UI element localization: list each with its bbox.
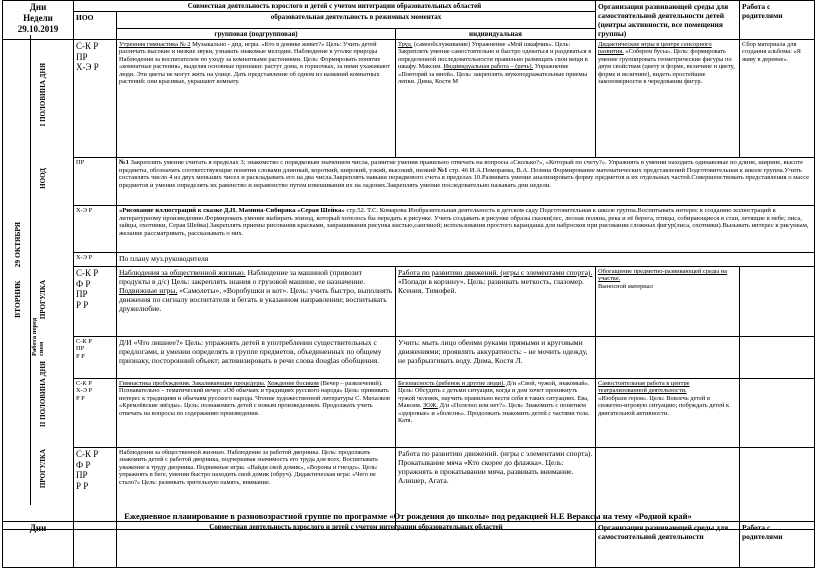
- r7-group-title: Гимнастика пробуждения. Закаливающие процедуры.: [119, 380, 266, 387]
- footer-ioo: [74, 522, 117, 568]
- ioo-item: С-К Р: [76, 380, 92, 387]
- footer-org-env: Организация развивающей среды для самостоятельной деятельности: [596, 522, 740, 568]
- org-env-header: Организация развивающей среды для самостоятельной деятельности детей (центры активности, все помещения группы): [596, 1, 740, 40]
- r1-env-cell: [596, 40, 740, 158]
- ioo-r6: [74, 337, 117, 379]
- first-half-label: I ПОЛОВИНА ДНЯ: [39, 63, 47, 127]
- week-label: Недели: [23, 13, 53, 23]
- r2-num2: №1: [437, 166, 448, 174]
- footer-table: [2, 521, 815, 568]
- edu-regime-header: образовательная деятельность в режимных моментах: [117, 12, 596, 29]
- r8-individual-cell: Работа по развитию движений. (игры с элементами спорта). Прокатывание мяча «Кто скорее до флажка». Цель: упражнять в прокатывании мяча, развивать внимание. Алишер, Агата.: [396, 448, 596, 530]
- r5-env-cell: [596, 267, 740, 337]
- r7-ind-title: Безопасность (ребенок и другие люди).: [398, 380, 505, 387]
- second-half-label: II ПОЛОВИНА ДНЯ: [39, 360, 47, 428]
- first-half-wrap: [34, 45, 52, 145]
- ioo-item: Р Р: [76, 352, 85, 360]
- r3-full-cell: [117, 206, 815, 253]
- ioo-r3: Х-Э Р: [74, 206, 117, 253]
- r7-group-cell: [117, 379, 396, 448]
- r7-individual-cell: [396, 379, 596, 448]
- ioo-r5: [74, 267, 117, 337]
- r1-ind-title2: Индивидуальная работа – (речь).: [443, 63, 534, 71]
- weekday-label-wrap: [8, 35, 26, 505]
- ioo-item: ПР: [76, 470, 88, 480]
- ioo-item: С-К Р: [76, 268, 99, 278]
- r7-ind-text: Д/и «Свой, чужой, знакомый». Цель: Обсудить с детьми ситуации, когда и дом хочет проникнуть чужой человек, научить правильно вести себя в таких ситуациях. Ева, Максим.: [398, 380, 590, 410]
- r1-group-text: Музыкально - дид. игры. «Кто в домике живет?» Цель: Учить детей различать высокие и низкие звуки, узнавать знакомые мелодии. Наблюдение в уголке природы Наблюдения за воспитателем по уходу за комнатными растениями. Цель: Формировать понятие «комнатные растения», выделяя основные признаки: растут дома, в горшочках, за ними ухаживают люди. Эти цветы не могут жить на улице. Дать представление об одном из названий комнатных растений: они красивые, украшают комнату.: [119, 41, 391, 86]
- group-header: групповая (подгрупповая): [117, 29, 396, 40]
- date-label: 29.10.2019: [17, 24, 59, 34]
- ioo-item: С-К Р: [76, 41, 99, 51]
- ioo-item: С-К Р: [76, 449, 99, 459]
- r1-ind-text: (самообслуживание) Упражнение «Мой шкафчик». Цель: Закреплять умение самостоятельно и быстро одеваться и раздеваться в определенной последовательности правильно размещать свои вещи в шкафу. Максим.: [398, 41, 592, 71]
- r4-full-cell: По плану муз.руководителя: [117, 253, 815, 267]
- ioo-item: Х-Э Р: [76, 62, 99, 72]
- r5-group-cell: [117, 267, 396, 337]
- footer-days: Дни: [3, 522, 74, 568]
- nood-label: НООД: [39, 167, 47, 189]
- r2-num: №1: [119, 159, 129, 166]
- r5-ind-title: Работа по развитию движений. (игры с элементами спорта).: [398, 268, 593, 277]
- r1-parents-text: Сбор материала для создания альбома: «Я живу в деревне».: [742, 41, 801, 63]
- ioo-item: С-К Р: [76, 338, 92, 345]
- second-half-wrap: [34, 360, 52, 428]
- walk-label: ПРОГУЛКА: [39, 280, 47, 320]
- r7-group-text: (Вечер – развлечений). Познавательно – тематический вечер: «Об обычаях и традициях русского народа» Цель: прививать интерес к традициям и обычаям русского народа. Чтение художественной литературы С. Михалков «Кремлёвские звёзды». Цель: познакомить детей с новым произведением. Продолжать учить отвечать на вопросы по содержанию произведения.: [119, 380, 390, 417]
- ioo-header: ИОО: [74, 12, 117, 40]
- ioo-r2: ПР: [74, 158, 117, 206]
- r8-group-cell: Наблюдения за общественной жизнью. Наблюдение за работой дворника. Цель: продолжать знакомить детей с работой дворника, подчеркивая значимость его труда для всех. Воспитывать уважение к труду дворника. Подвижные игры. «Найди свой домик», «Вороны и гнездо». Цель: упражнять в беге, умении быстро находить свой домик (обруч). Дидактическая игра: «Чего не стало?» Цель: развивать зрительную память, внимание.: [117, 448, 396, 530]
- r7-env-text: «Изобрази героя». Цель: Вовлечь детей в сюжетно-игровую ситуацию; побуждать детей к двигательной активности.: [598, 394, 730, 417]
- days-label: Дни: [29, 2, 47, 12]
- r7-parents-cell: [740, 379, 815, 448]
- ioo-item: Ф Р: [76, 278, 91, 289]
- r1-env-title: Дидактические игры в центре сенсорного развития.: [598, 41, 712, 56]
- ioo-item: ПР: [76, 345, 85, 353]
- ioo-r1: [74, 40, 117, 158]
- walk2-label: ПРОГУЛКА: [39, 449, 47, 489]
- r7-group-title2: Хождение босиком: [267, 380, 319, 387]
- individual-header: индивидуальная: [396, 29, 596, 40]
- ioo-item: Х-Э Р: [76, 387, 93, 395]
- r6-group-cell: Д/И «Что лишнее?» Цель: упражнять детей в употреблении существительных с предлогами, в умении определять в группе предметов, объединенных по общему признаку, посторонний объект; активизировать в речи слова douglas обобщения.: [117, 337, 396, 379]
- r5-group-text2: «Самолеты», «Воробушки и кот». Цель: учить быстро, выполнять движения по сигналу воспитателя и бегать в указанном направлении; воспитывать дружелюбие.: [119, 286, 393, 313]
- r5-group-text: Наблюдение за машиной (привозит продукты в д/с) Цель: закреплять знания о грузовой машине, ее назначение.: [119, 268, 365, 286]
- joint-activity-header: Совместная деятельность взрослого и детей с учетом интеграции образовательных областей: [74, 1, 596, 12]
- r1-group-title: Утренняя гимнастика № 2: [119, 41, 191, 48]
- section-labels: [2, 35, 73, 505]
- r6-env-cell: [596, 337, 740, 379]
- r2-text2: стр. 46 И.А.Помораева, В.А. Позина Формирование математических представлений Подготовительная к школе группа.Учить составлять число 4 из двух меньших чисел и раскладывать его на два числа.Закреплять навыки порядкового счета в пределах 10.Развивать умение анализировать форму предметов и их отдельных частей.Совершенствовать представления о массе предметов и умение определять их равенство и неравенство путем взвешивания их на ладонях.Закреплять умение последовательно называть дни недели.: [119, 166, 810, 189]
- weekday-text: ВТОРНИК: [12, 280, 22, 318]
- ioo-item: ПР: [76, 51, 88, 62]
- r5-env-title: Обогащение предметно-развивающей среды на участке.: [598, 268, 728, 283]
- walk2-wrap: [34, 430, 52, 508]
- r1-group-cell: [117, 40, 396, 158]
- r1-parents-cell: [740, 40, 815, 158]
- weekday-date-text: 29 ОКТЯБРЯ: [12, 222, 22, 268]
- r5-parents-cell: [740, 267, 815, 337]
- r5-individual-cell: [396, 267, 596, 337]
- before-sleep-label: Работа перед сном: [31, 317, 45, 356]
- r1-ind-text2: Упражнение «Повторяй за мной». Цель: закреплять звукоподражательные приемы лепки. Дима, Костя М: [398, 63, 588, 86]
- r3-title: «Рисование иллюстраций к сказке Д.Н. Мамина-Сибиряка «Серая Шейка»: [119, 207, 345, 214]
- footer-parents: Работа с родителями: [740, 522, 815, 568]
- r1-ind-title: Труд.: [398, 41, 413, 48]
- r5-group-title: Наблюдения за общественной жизнью.: [119, 268, 246, 277]
- before-sleep-wrap: [26, 315, 66, 357]
- weekday-label: [13, 222, 22, 318]
- footer-joint: Совместная деятельность взрослого и детей с учетом интеграции образовательных областей: [117, 522, 596, 568]
- r6-parents-cell: [740, 337, 815, 379]
- r1-env-text: «Соберем бусы». Цель: формировать умение группировать геометрические фигуры по двум свойствам (цвету и форме, величине и цвету, форме и величине), видеть простейшие закономерности в чередовании фигур.: [598, 48, 735, 86]
- r7-env-cell: [596, 379, 740, 448]
- parents-header: Работа с родителями: [740, 1, 815, 40]
- schedule-table: [2, 0, 815, 530]
- ioo-r4: Х-Э Р: [74, 253, 117, 267]
- plan-title: Ежедневное планирование в разновозрастной группе по программе «От рождения до школы» под редакцией Н.Е Вераксы на тему «Родной край»: [124, 511, 692, 521]
- r2-text: Закреплять умение считать в пределах 3; знакомство с порядковым значением числа, развитие умения правильно отвечать на вопросы «Сколько?», «Который по счету?». Упражнять в умении находить одинаковые по длине, ширине, высоте предметы, обозначать соответствующие понятия словами длинный, короткий, широкий, узкий, высокий, низкий: [119, 159, 804, 174]
- ioo-item: Ф Р: [76, 459, 91, 470]
- r5-ind-text: «Попади в корзину». Цель: развивать меткость, глазомер. Ксения, Тимофей.: [398, 277, 584, 295]
- left-divider: [30, 35, 31, 505]
- nood-wrap: [34, 155, 52, 201]
- r3-text: стр.52. Т.С. Комарова Изобразительная деятельность в детском саду Подготовительная к школе группа.Воспитывать интерес к созданию иллюстраций к литературному произведению.Формировать умение выбирать эпизод, который хотелось бы передать в рисунке. Учить создавать в рисунке образы сказки(лес, лесная поляна, река и её берега, птицы, собирающиеся в стаи, летящие в небе; лиса, зайцы, охотники, Серая Шейка).Закреплять приемы рисования красками, закрашивания рисунка кистью,сангиной; использования простого карандаша для набросков при рисовании сложных фигур(лиса, охотники).Вызывать интерес к рисункам, желание рассматривать, рассказывать о них.: [119, 207, 809, 237]
- r2-full-cell: [117, 158, 815, 206]
- r7-ind-text2: Д/и «Полезно или нет?». Цель: Знакомить с понятием «здоровые» и «болезнь». Продолжать знакомить детей с частями тела. Катя.: [398, 402, 590, 425]
- ioo-item: Р Р: [76, 394, 85, 402]
- days-week-cell: [3, 1, 74, 40]
- ioo-r7: [74, 379, 117, 448]
- ioo-item: Р Р: [76, 299, 89, 310]
- r7-env-title: Самостоятельная работа в центре театрализованной деятельности.: [598, 380, 690, 395]
- r5-group-title2: Подвижные игры,: [119, 286, 178, 295]
- ioo-item: Р Р: [76, 480, 89, 491]
- r6-individual-cell: Учить: мыть лицо обеими руками прямыми и круговыми движениями; проявлять аккуратность: - не мочить одежду, не разбрызгивать воду. Дима, Костя Л.: [396, 337, 596, 379]
- ioo-item: ПР: [76, 289, 88, 299]
- r5-env-text: Выносной материал: [598, 282, 653, 290]
- r1-individual-cell: [396, 40, 596, 158]
- r7-ind-title2: ЗОЖ.: [422, 402, 438, 410]
